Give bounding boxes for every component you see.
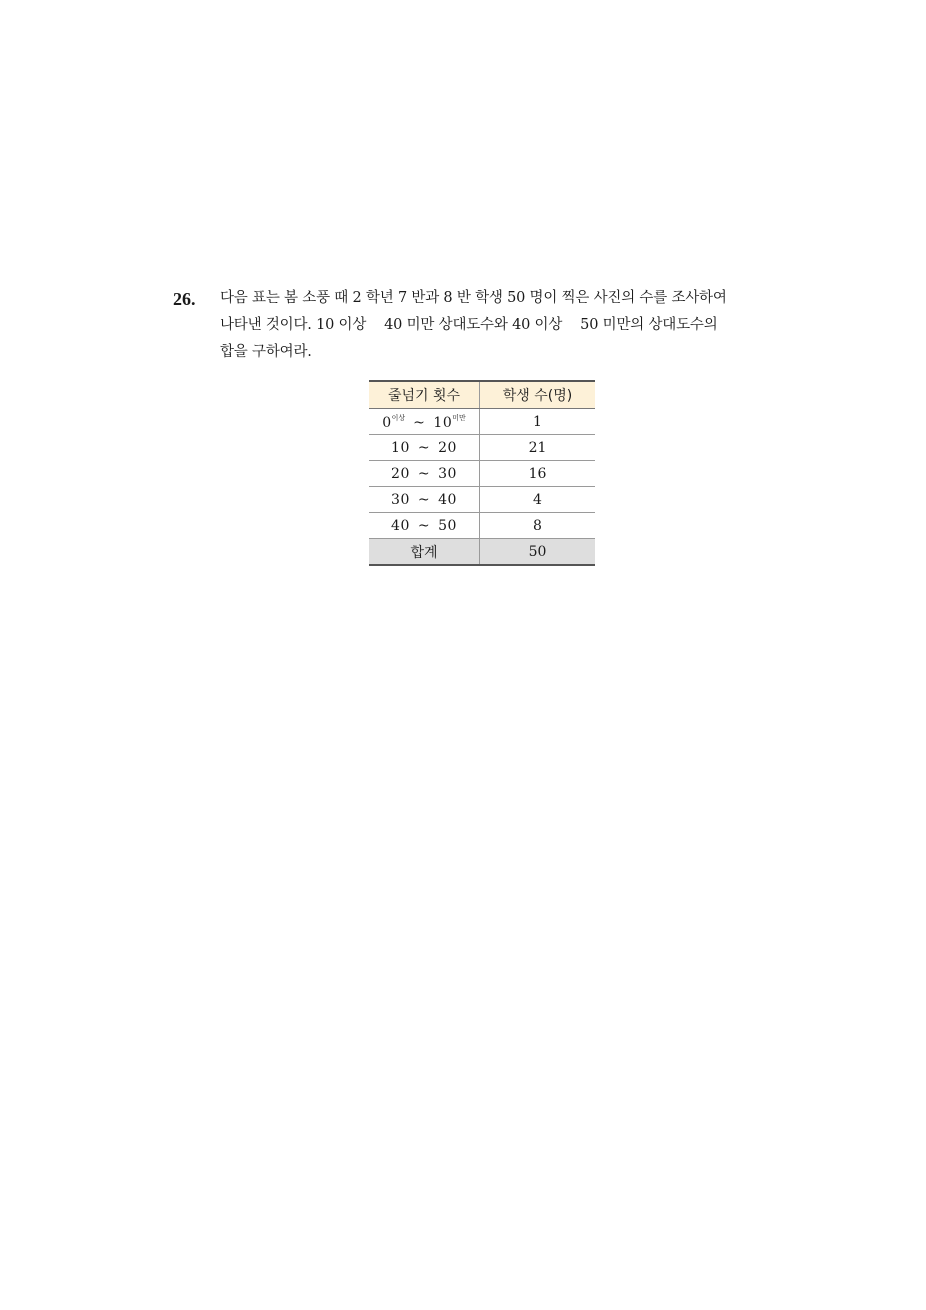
range-value bbox=[382, 413, 466, 431]
problem-line-2 bbox=[220, 312, 760, 339]
range-low: 20 bbox=[391, 465, 410, 482]
count-cell: 4 bbox=[480, 487, 596, 513]
range-low: 0 bbox=[382, 414, 392, 431]
frequency-table-wrapper bbox=[369, 380, 595, 566]
range-high: 40 bbox=[438, 491, 457, 508]
range-tilde: ~ bbox=[417, 465, 431, 482]
problem-line-2c: 50 미만의 상대도수의 bbox=[580, 317, 718, 333]
column-header-count: 학생 수(명) bbox=[480, 381, 596, 409]
range-low: 10 bbox=[391, 439, 410, 456]
problem-number: 26. bbox=[173, 289, 196, 309]
problem-text bbox=[220, 285, 760, 366]
range-tilde: ~ bbox=[413, 414, 426, 431]
problem-line-2a: 나타낸 것이다. 10 이상 bbox=[220, 317, 367, 333]
range-high: 20 bbox=[438, 439, 457, 456]
problem-line-1: 다음 표는 봄 소풍 때 2 학년 7 반과 8 반 학생 50 명이 찍은 사진의 수를 조사하여 bbox=[220, 290, 727, 306]
count-cell: 8 bbox=[480, 513, 596, 539]
column-header-range: 줄넘기 횟수 bbox=[369, 381, 480, 409]
range-cell bbox=[369, 513, 480, 539]
range-tilde: ~ bbox=[417, 491, 431, 508]
range-tilde: ~ bbox=[417, 517, 431, 534]
range-low: 30 bbox=[391, 491, 410, 508]
range-high-label: 미만 bbox=[452, 413, 466, 422]
range-low-label: 이상 bbox=[391, 413, 406, 422]
range-cell bbox=[369, 435, 480, 461]
table-row bbox=[369, 487, 595, 513]
table-row bbox=[369, 409, 595, 435]
problem-line-2b: 40 미만 상대도수와 40 이상 bbox=[384, 317, 563, 333]
table-total-row bbox=[369, 539, 595, 566]
range-tilde: ~ bbox=[417, 439, 431, 456]
count-cell: 16 bbox=[480, 461, 596, 487]
frequency-table bbox=[369, 380, 595, 566]
total-count: 50 bbox=[480, 539, 596, 566]
range-high: 50 bbox=[438, 517, 457, 534]
table-row bbox=[369, 513, 595, 539]
table-header-row bbox=[369, 381, 595, 409]
range-low: 40 bbox=[391, 517, 410, 534]
problem-line-3: 합을 구하여라. bbox=[220, 344, 312, 360]
count-cell: 21 bbox=[480, 435, 596, 461]
range-high: 30 bbox=[438, 465, 457, 482]
count-cell: 1 bbox=[480, 409, 596, 435]
range-cell bbox=[369, 487, 480, 513]
table-row bbox=[369, 435, 595, 461]
range-cell bbox=[369, 409, 480, 435]
range-cell bbox=[369, 461, 480, 487]
total-label: 합계 bbox=[369, 539, 480, 566]
table-row bbox=[369, 461, 595, 487]
range-high: 10 bbox=[433, 414, 453, 431]
